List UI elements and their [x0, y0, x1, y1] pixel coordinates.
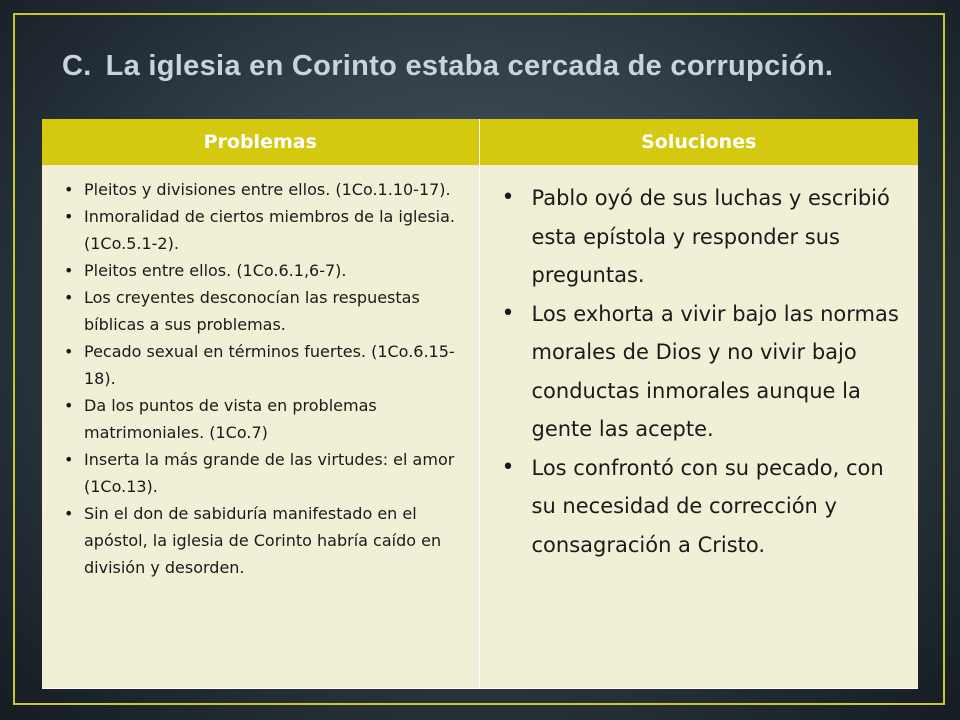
- problem-item: • Da los puntos de vista en problemas matrimoniales. (1Co.7): [64, 392, 471, 446]
- problems-list: [42, 165, 479, 581]
- problem-item: • Pecado sexual en términos fuertes. (1Co.6.15-18).: [64, 338, 471, 392]
- solution-item: • Los confrontó con su pecado, con su necesidad de corrección y consagración a Cristo.: [502, 449, 913, 565]
- problem-item: • Los creyentes desconocían las respuestas bíblicas a sus problemas.: [64, 284, 471, 338]
- solution-item: • Los exhorta a vivir bajo las normas morales de Dios y no vivir bajo conductas inmorales aunque la gente las acepte.: [502, 295, 913, 449]
- solutions-list: [480, 165, 919, 564]
- problem-item: • Sin el don de sabiduría manifestado en el apóstol, la iglesia de Corinto habría caído en división y desorden.: [64, 500, 471, 581]
- problems-solutions-table: [42, 119, 918, 689]
- problem-item: • Pleitos entre ellos. (1Co.6.1,6-7).: [64, 257, 471, 284]
- header-solutions: Soluciones: [479, 119, 918, 165]
- table-header-row: [42, 119, 918, 165]
- problems-cell: [42, 165, 479, 689]
- header-problems: Problemas: [42, 119, 479, 165]
- slide-title: [62, 50, 833, 83]
- title-text: La iglesia en Corinto estaba cercada de corrupción.: [105, 50, 834, 82]
- problem-item: • Pleitos y divisiones entre ellos. (1Co.1.10-17).: [64, 176, 471, 203]
- solution-item: • Pablo oyó de sus luchas y escribió esta epístola y responder sus preguntas.: [502, 179, 913, 295]
- problem-item: • Inserta la más grande de las virtudes: el amor (1Co.13).: [64, 446, 471, 500]
- problem-item: • Inmoralidad de ciertos miembros de la iglesia. (1Co.5.1-2).: [64, 203, 471, 257]
- table-row: [42, 165, 918, 689]
- solutions-cell: [479, 165, 918, 689]
- title-prefix: C.: [62, 50, 92, 82]
